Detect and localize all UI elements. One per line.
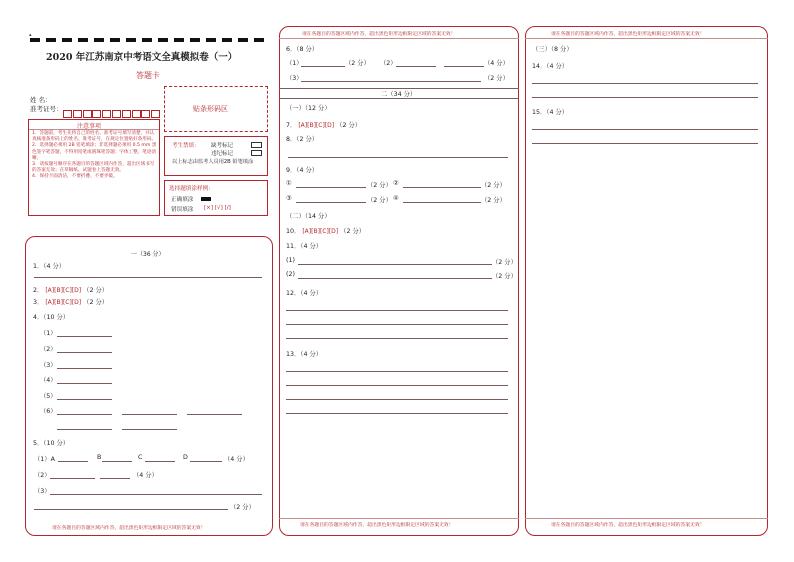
option-b[interactable]: [B] xyxy=(54,287,63,294)
notice-title: 注意事项 xyxy=(77,123,102,130)
id-label: 准考证号： xyxy=(30,105,63,113)
points-label: （2 分） xyxy=(492,259,517,266)
points-label: （2 分） xyxy=(492,273,517,280)
option-b[interactable]: [B] xyxy=(307,122,316,129)
absent-label: 缺考标记 xyxy=(211,143,234,149)
option-a[interactable]: [A] xyxy=(298,122,308,129)
answer-line[interactable] xyxy=(145,461,175,462)
points-label: （2 分） xyxy=(367,197,392,204)
sub-question-label: (2) xyxy=(286,271,295,278)
answer-line[interactable] xyxy=(57,383,112,384)
blank-marker: ④ xyxy=(393,195,399,202)
sub-question-label: （3） xyxy=(286,75,303,82)
answer-line[interactable] xyxy=(100,478,130,479)
violation-label: 违纪标记 xyxy=(211,151,234,157)
marker-glyph: ▴ xyxy=(29,32,32,38)
answer-line[interactable] xyxy=(286,371,508,372)
id-digit-cell[interactable] xyxy=(92,110,101,118)
name-label: 姓 名： xyxy=(30,96,52,104)
question-label: 15．（4 分） xyxy=(532,109,569,116)
question-label: 7． [A][B][C][D] （2 分） xyxy=(286,122,362,129)
option-d[interactable]: [D] xyxy=(324,122,335,129)
id-digit-cell[interactable] xyxy=(83,110,92,118)
sub-question-label: （2） xyxy=(34,472,51,479)
notice-item: 2．选择题必须用 2B 铅笔填涂；非选择题必须用 0.5 mm 黑色签字笔答题，不得用铅笔或圆珠笔答题；字体工整、笔迹清晰。 xyxy=(32,143,157,161)
answer-line[interactable] xyxy=(286,385,508,386)
answer-line[interactable] xyxy=(50,494,262,495)
answer-line[interactable] xyxy=(34,509,228,510)
sub-question-label: （6） xyxy=(40,408,57,415)
answer-line[interactable] xyxy=(296,187,366,188)
question-label: 4．（10 分） xyxy=(33,314,70,321)
answer-line[interactable] xyxy=(286,310,508,311)
id-digit-cell[interactable] xyxy=(132,110,141,118)
option-a[interactable]: [A] xyxy=(45,299,55,306)
warning-text: 请在各题目的答题区域内作答，超出黑色矩形边框限定区域的答案无效！ xyxy=(302,32,456,37)
wrong-marks: [×] [√] [/] xyxy=(204,205,231,211)
answer-line[interactable] xyxy=(57,399,112,400)
id-input-cells[interactable] xyxy=(63,103,163,112)
answer-line[interactable] xyxy=(301,81,481,82)
id-digit-cell[interactable] xyxy=(112,110,121,118)
correct-fill-mark xyxy=(201,197,211,201)
answer-line[interactable] xyxy=(187,414,242,415)
sub-question-label: (1) xyxy=(286,257,295,264)
answer-line[interactable] xyxy=(50,478,95,479)
answer-line[interactable] xyxy=(57,336,112,337)
answer-line[interactable] xyxy=(29,129,159,130)
answer-line[interactable] xyxy=(444,66,484,67)
answer-panel-left xyxy=(25,236,273,536)
answer-line[interactable] xyxy=(57,352,112,353)
answer-line[interactable] xyxy=(122,429,177,430)
option-d[interactable]: [D] xyxy=(328,228,339,235)
question-label: 1．（4 分） xyxy=(33,263,66,270)
points-label: （4 分） xyxy=(133,472,158,479)
answer-line[interactable] xyxy=(525,38,768,39)
option-b[interactable]: [B] xyxy=(54,299,63,306)
sub-question-label: （5） xyxy=(40,393,57,400)
answer-line[interactable] xyxy=(34,277,262,278)
question-label: 11．（4 分） xyxy=(286,243,323,250)
blank-marker: ① xyxy=(286,180,292,187)
id-digit-cell[interactable] xyxy=(122,110,131,118)
section-heading: 一（36 分） xyxy=(131,251,165,258)
points-label: （4 分） xyxy=(484,60,509,67)
answer-line[interactable] xyxy=(532,129,758,130)
section-heading: 二（34 分） xyxy=(381,91,417,98)
page-subtitle: 答题卡 xyxy=(136,71,160,80)
sub-section-heading: （三）（8 分） xyxy=(532,46,573,53)
points-label: （2 分） xyxy=(230,504,255,511)
sub-question-label: （1） xyxy=(40,330,57,337)
answer-line[interactable] xyxy=(403,187,481,188)
blank-marker: ② xyxy=(393,180,399,187)
option-b[interactable]: [B] xyxy=(311,228,320,235)
option-d[interactable]: [D] xyxy=(71,287,82,294)
points-label: （2 分） xyxy=(367,182,392,189)
answer-line[interactable] xyxy=(525,518,768,519)
answer-line[interactable] xyxy=(403,202,481,203)
option-a[interactable]: [A] xyxy=(302,228,312,235)
option-c[interactable]: [C] xyxy=(62,299,72,306)
points-label: （2 分） xyxy=(481,182,506,189)
notice-item: 1．答题前，考生先将自己的姓名、准考证号填写清楚，并认真核准条形码上的姓名、准考证号，在规定位置贴好条形码。 xyxy=(32,131,157,143)
answer-line[interactable] xyxy=(57,368,112,369)
sub-question-label: （4） xyxy=(40,377,57,384)
blank-marker: ③ xyxy=(286,195,292,202)
fill-example-title: 选择题填涂样例： xyxy=(169,186,214,192)
exam-mark-box xyxy=(164,136,268,176)
fill-example-box xyxy=(164,180,268,216)
notice-item: 4．保持卡面清洁，不要折叠、不要弄破。 xyxy=(32,174,118,180)
position-marker-dash xyxy=(30,38,270,42)
sub-section-heading: （一）（12 分） xyxy=(286,105,331,112)
sub-question-label: D xyxy=(183,454,188,461)
exam-mark-note: 以上标志由监考人员用2B 铅笔填涂 xyxy=(172,159,254,165)
answer-line[interactable] xyxy=(57,414,112,415)
question-label: 8．（2 分） xyxy=(286,136,319,143)
sub-section-heading: （二）（14 分） xyxy=(286,213,331,220)
question-label: 12．（4 分） xyxy=(286,290,323,297)
exam-mark-label: 考生禁填： xyxy=(172,143,200,149)
barcode-area xyxy=(164,86,268,132)
notice-list xyxy=(32,131,158,181)
answer-line[interactable] xyxy=(286,413,508,414)
wrong-label: 错误填涂 xyxy=(171,207,194,213)
sub-question-label: （2） xyxy=(380,60,397,67)
points-label: （4 分） xyxy=(224,456,249,463)
answer-line[interactable] xyxy=(58,461,88,462)
question-label: 5．（10 分） xyxy=(33,440,70,447)
warning-text: 请在各题目的答题区域内作答，超出黑色矩形边框限定区域的答案无效！ xyxy=(52,526,206,531)
sub-question-label: C xyxy=(138,454,143,461)
question-label: 10． [A][B][C][D] （2 分） xyxy=(286,228,366,235)
answer-line[interactable] xyxy=(279,38,519,39)
notice-item: 3．请按题号顺序在各题目的答题区域内作答，超出区域书写的答案无效；在草稿纸、试题卷上答题无效。 xyxy=(32,162,155,174)
option-c[interactable]: [C] xyxy=(319,228,329,235)
question-label: 6．（8 分） xyxy=(286,46,319,53)
violation-checkbox[interactable] xyxy=(251,150,262,156)
points-label: （2 分） xyxy=(481,197,506,204)
option-d[interactable]: [D] xyxy=(71,299,82,306)
option-c[interactable]: [C] xyxy=(315,122,325,129)
id-digit-cell[interactable] xyxy=(63,110,72,118)
id-digit-cell[interactable] xyxy=(141,110,150,118)
answer-line[interactable] xyxy=(288,157,508,158)
answer-line[interactable] xyxy=(298,278,492,279)
sub-question-label: （1）A xyxy=(34,456,55,463)
points-label: （2 分） xyxy=(484,75,509,82)
page-title: 2020 年江苏南京中考语文全真模拟卷（一） xyxy=(46,52,238,63)
question-label: 13．（4 分） xyxy=(286,351,323,358)
question-label: 9．（4 分） xyxy=(286,167,319,174)
answer-line[interactable] xyxy=(57,429,112,430)
sub-question-label: （1） xyxy=(286,60,303,67)
id-digit-cell[interactable] xyxy=(151,110,160,118)
question-label: 3． [A][B][C][D] （2 分） xyxy=(33,299,109,306)
answer-panel-right xyxy=(525,26,768,536)
points-label: （2 分） xyxy=(345,60,370,67)
answer-line[interactable] xyxy=(301,66,345,67)
answer-line[interactable] xyxy=(286,338,508,339)
warning-text: 请在各题目的答题区域内作答，超出黑色矩形边框限定区域的答案无效！ xyxy=(300,523,454,528)
correct-label: 正确填涂 xyxy=(171,197,194,203)
id-digit-cell[interactable] xyxy=(73,110,82,118)
sub-question-label: B xyxy=(97,454,102,461)
warning-text: 请在各题目的答题区域内作答，超出黑色矩形边框限定区域的答案无效！ xyxy=(551,523,705,528)
answer-line[interactable] xyxy=(102,461,132,462)
sub-question-label: （3） xyxy=(40,362,57,369)
question-label: 2． [A][B][C][D] （2 分） xyxy=(33,287,109,294)
answer-line[interactable] xyxy=(532,97,758,98)
id-digit-cell[interactable] xyxy=(102,110,111,118)
answer-line[interactable] xyxy=(298,264,492,265)
sub-question-label: （3） xyxy=(34,488,51,495)
option-a[interactable]: [A] xyxy=(45,287,55,294)
option-c[interactable]: [C] xyxy=(62,287,72,294)
answer-line[interactable] xyxy=(190,461,222,462)
answer-line[interactable] xyxy=(396,66,436,67)
answer-line[interactable] xyxy=(286,399,508,400)
answer-line[interactable] xyxy=(122,414,177,415)
absent-checkbox[interactable] xyxy=(251,142,262,148)
barcode-label: 贴条形码区 xyxy=(193,105,228,113)
answer-line[interactable] xyxy=(279,518,519,519)
warning-text: 请在各题目的答题区域内作答，超出黑色矩形边框限定区域的答案无效！ xyxy=(551,32,705,37)
notice-box xyxy=(28,119,160,216)
question-label: 14．（4 分） xyxy=(532,63,569,70)
answer-line[interactable] xyxy=(286,324,508,325)
answer-line[interactable] xyxy=(532,83,758,84)
answer-line[interactable] xyxy=(532,143,758,144)
answer-line[interactable] xyxy=(296,202,366,203)
answer-line[interactable] xyxy=(279,98,519,99)
sub-question-label: （2） xyxy=(40,346,57,353)
